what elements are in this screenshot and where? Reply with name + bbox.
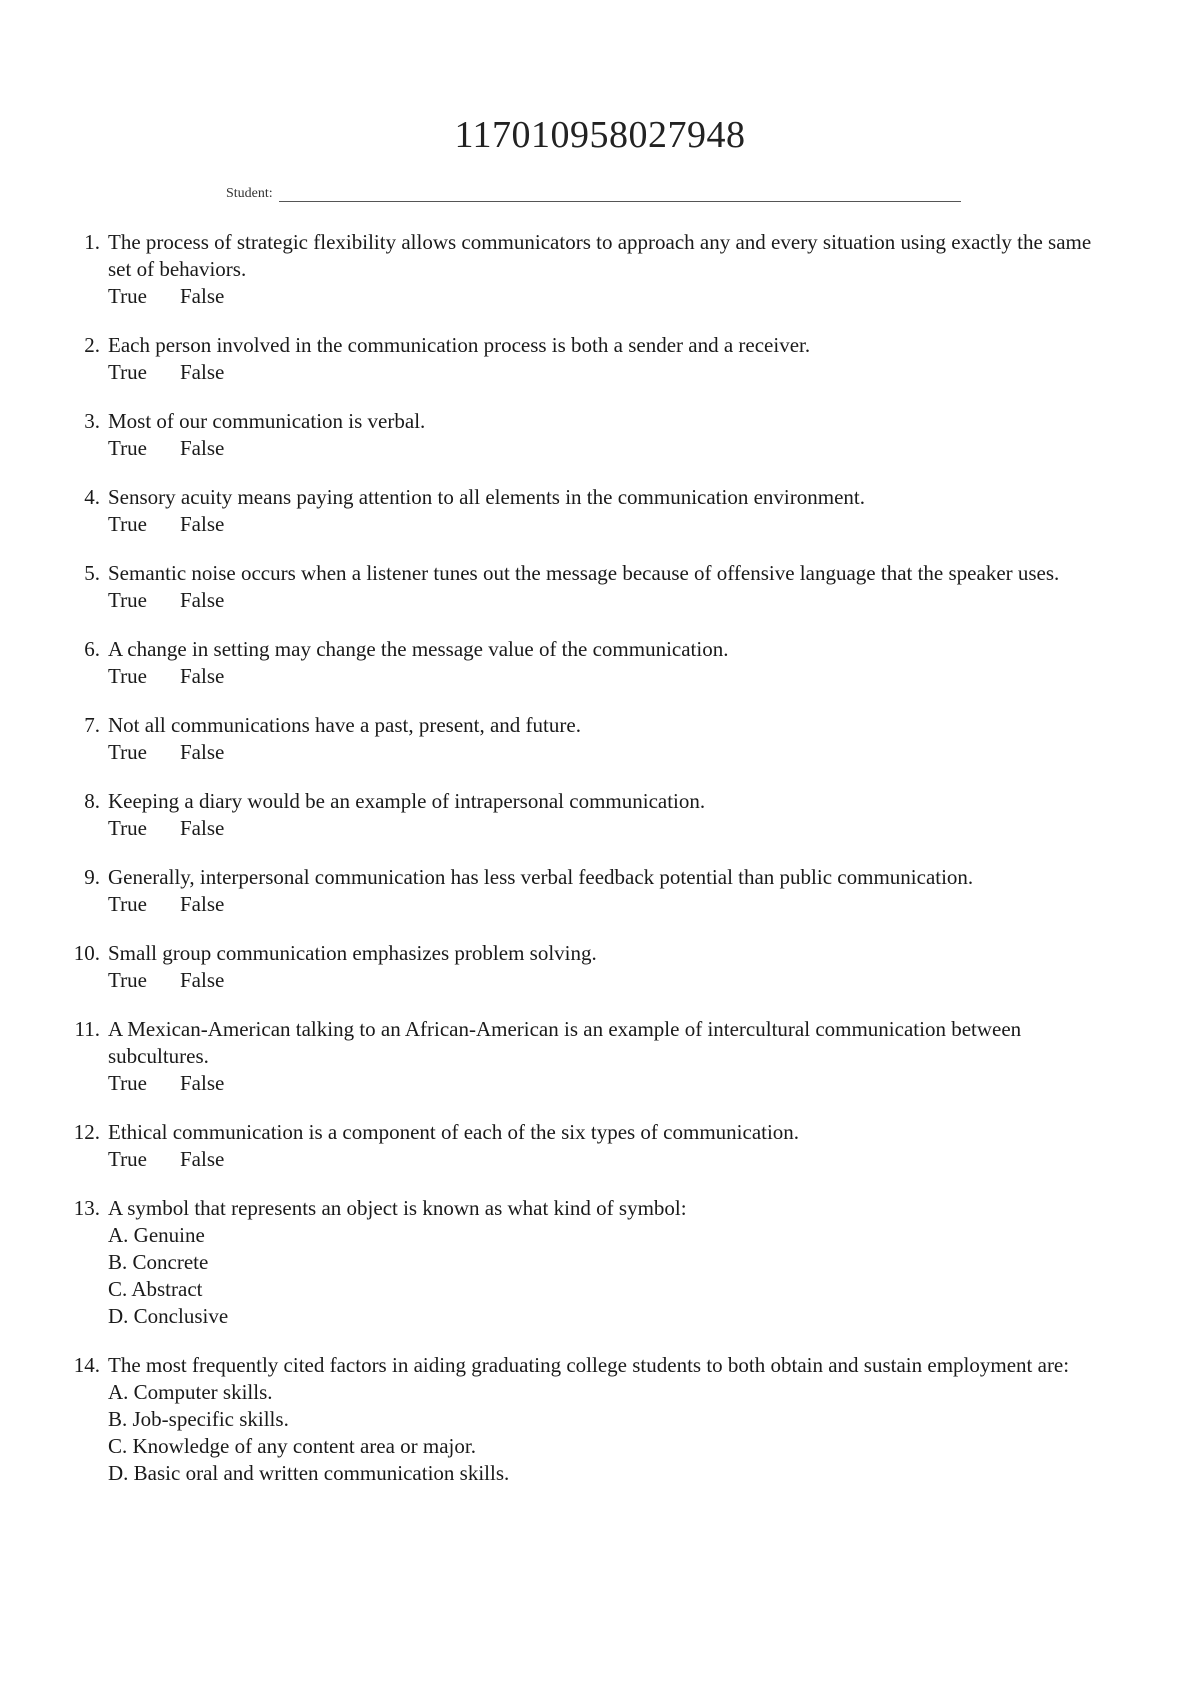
question-number: 10.: [73, 941, 100, 965]
question-item: [58, 1016, 1118, 1097]
false-option: False: [180, 740, 225, 764]
question-item: [58, 408, 1118, 462]
question-number: 3.: [84, 409, 100, 433]
question-item: [58, 940, 1118, 994]
question-text: The process of strategic flexibility allows communicators to approach any and every situation using exactly the same set of behaviors.: [108, 230, 1092, 281]
true-option: True: [108, 1071, 147, 1095]
false-option: False: [180, 968, 225, 992]
question-item: [58, 1119, 1118, 1173]
answer-option: B. Concrete: [108, 1250, 209, 1274]
true-false-choices: [108, 967, 1118, 994]
question-text: Semantic noise occurs when a listener tunes out the message because of offensive language that the speaker uses.: [108, 561, 1060, 585]
document-title: 117010958027948: [454, 114, 746, 156]
false-option: False: [180, 360, 225, 384]
question-text: Keeping a diary would be an example of intrapersonal communication.: [108, 789, 706, 813]
question-text: Not all communications have a past, present, and future.: [108, 713, 581, 737]
question-number: 13.: [73, 1196, 100, 1220]
false-option: False: [180, 816, 225, 840]
true-false-choices: [108, 891, 1118, 918]
true-false-choices: [108, 587, 1118, 614]
true-option: True: [108, 740, 147, 764]
student-label: Student:: [226, 186, 273, 201]
false-option: False: [180, 1071, 225, 1095]
question-number: 14.: [73, 1353, 100, 1377]
question-text: A Mexican-American talking to an African-American is an example of intercultural communication between subcultures.: [108, 1017, 1022, 1068]
question-text: Each person involved in the communication process is both a sender and a receiver.: [108, 333, 811, 357]
question-number: 9.: [84, 865, 100, 889]
question-item: [58, 229, 1118, 310]
answer-option: C. Knowledge of any content area or major.: [108, 1434, 476, 1458]
true-false-choices: [108, 1146, 1118, 1173]
question-number: 11.: [74, 1017, 100, 1041]
true-false-choices: [108, 359, 1118, 386]
true-option: True: [108, 968, 147, 992]
question-item: [58, 1195, 1118, 1330]
answer-option: B. Job-specific skills.: [108, 1407, 289, 1431]
false-option: False: [180, 588, 225, 612]
question-item: [58, 560, 1118, 614]
question-number: 5.: [84, 561, 100, 585]
true-false-choices: [108, 1070, 1118, 1097]
true-option: True: [108, 360, 147, 384]
question-item: [58, 788, 1118, 842]
question-text: Generally, interpersonal communication has less verbal feedback potential than public communication.: [108, 865, 974, 889]
question-number: 7.: [84, 713, 100, 737]
true-false-choices: [108, 283, 1118, 310]
question-list: [58, 229, 1118, 1509]
question-text: Most of our communication is verbal.: [108, 409, 426, 433]
question-item: [58, 712, 1118, 766]
false-option: False: [180, 284, 225, 308]
question-text: A change in setting may change the message value of the communication.: [108, 637, 729, 661]
question-text: Sensory acuity means paying attention to all elements in the communication environment.: [108, 485, 865, 509]
true-option: True: [108, 664, 147, 688]
student-name-row: [226, 186, 961, 202]
true-option: True: [108, 892, 147, 916]
question-text: The most frequently cited factors in aiding graduating college students to both obtain and sustain employment are:: [108, 1353, 1070, 1377]
question-item: [58, 484, 1118, 538]
answer-option: A. Genuine: [108, 1223, 205, 1247]
true-false-choices: [108, 511, 1118, 538]
question-number: 6.: [84, 637, 100, 661]
question-item: [58, 1352, 1118, 1487]
false-option: False: [180, 664, 225, 688]
question-number: 8.: [84, 789, 100, 813]
true-option: True: [108, 512, 147, 536]
false-option: False: [180, 512, 225, 536]
true-false-choices: [108, 435, 1118, 462]
true-option: True: [108, 436, 147, 460]
question-item: [58, 636, 1118, 690]
false-option: False: [180, 1147, 225, 1171]
question-number: 12.: [73, 1120, 100, 1144]
question-text: Small group communication emphasizes problem solving.: [108, 941, 597, 965]
question-number: 1.: [84, 230, 100, 254]
question-text: A symbol that represents an object is known as what kind of symbol:: [108, 1196, 687, 1220]
true-option: True: [108, 588, 147, 612]
false-option: False: [180, 892, 225, 916]
answer-option: C. Abstract: [108, 1277, 203, 1301]
answer-option: D. Conclusive: [108, 1304, 229, 1328]
answer-option: A. Computer skills.: [108, 1380, 273, 1404]
true-false-choices: [108, 663, 1118, 690]
question-number: 4.: [84, 485, 100, 509]
question-number: 2.: [84, 333, 100, 357]
true-option: True: [108, 1147, 147, 1171]
true-false-choices: [108, 815, 1118, 842]
question-item: [58, 864, 1118, 918]
question-item: [58, 332, 1118, 386]
answer-option: D. Basic oral and written communication skills.: [108, 1461, 510, 1485]
false-option: False: [180, 436, 225, 460]
true-option: True: [108, 284, 147, 308]
question-text: Ethical communication is a component of each of the six types of communication.: [108, 1120, 800, 1144]
true-false-choices: [108, 739, 1118, 766]
true-option: True: [108, 816, 147, 840]
student-name-line: [279, 187, 961, 202]
